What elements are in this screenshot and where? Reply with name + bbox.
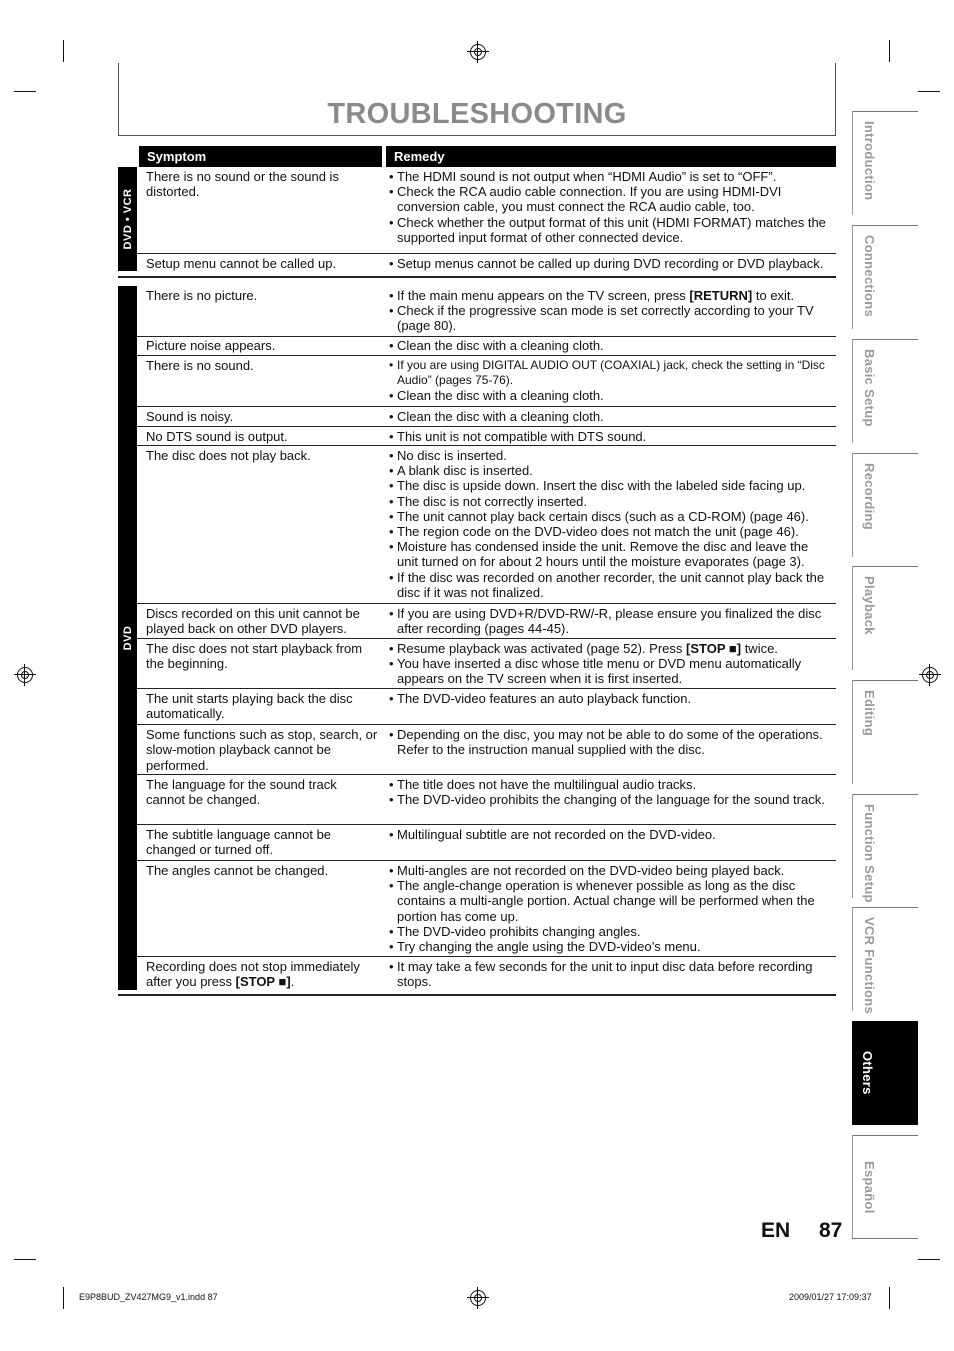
page-language: EN bbox=[761, 1219, 791, 1242]
tab-recording[interactable] bbox=[852, 453, 918, 557]
tab-editing[interactable] bbox=[852, 680, 918, 784]
remedy-item: • The region code on the DVD-video does not match the unit (page 46). bbox=[389, 524, 831, 539]
tab-label: Recording bbox=[862, 463, 877, 530]
symptom-cell: The angles cannot be changed. bbox=[146, 863, 329, 878]
table-row bbox=[137, 427, 836, 446]
table-row bbox=[137, 356, 836, 407]
remedy-item: • The disc is not correctly inserted. bbox=[389, 494, 831, 509]
crop-mark bbox=[63, 40, 64, 62]
crop-mark bbox=[918, 1259, 940, 1260]
tab-label: Basic Setup bbox=[862, 349, 877, 427]
header-remedy: Remedy bbox=[386, 146, 836, 167]
section-label-dvd: DVD bbox=[121, 625, 134, 651]
remedy-item: • If you are using DIGITAL AUDIO OUT (COAXIAL) jack, check the setting in “Disc Audio” (pages 75-76). bbox=[389, 358, 831, 388]
tab-playback[interactable] bbox=[852, 566, 918, 670]
remedy-item: • Clean the disc with a cleaning cloth. bbox=[389, 338, 831, 353]
table-row bbox=[137, 825, 836, 861]
remedy-item: • The DVD-video prohibits the changing of the language for the sound track. bbox=[389, 792, 831, 807]
symptom-cell: No DTS sound is output. bbox=[146, 429, 288, 444]
tab-label: Function Setup bbox=[862, 804, 877, 903]
symptom-cell: The disc does not start playback from the beginning. bbox=[146, 641, 363, 672]
section-label-dvd-vcr: DVD • VCR bbox=[121, 188, 134, 250]
registration-mark-icon bbox=[470, 1290, 486, 1306]
remedy-item: • If you are using DVD+R/DVD-RW/-R, please ensure you finalized the disc after recording (pages 44-45). bbox=[389, 606, 831, 636]
tab-connections[interactable] bbox=[852, 225, 918, 329]
symptom-cell: There is no sound. bbox=[146, 358, 254, 373]
tab-basic-setup[interactable] bbox=[852, 339, 918, 443]
footer-file-info: E9P8BUD_ZV427MG9_v1.indd 87 bbox=[79, 1292, 218, 1302]
table-row bbox=[118, 957, 836, 996]
crop-mark bbox=[14, 1259, 36, 1260]
table-row bbox=[137, 604, 836, 639]
remedy-item: • Multilingual subtitle are not recorded on the DVD-video. bbox=[389, 827, 831, 842]
remedy-item: • Clean the disc with a cleaning cloth. bbox=[389, 409, 831, 424]
tab-label: Español bbox=[862, 1161, 877, 1214]
remedy-item: • The title does not have the multilingual audio tracks. bbox=[389, 777, 831, 792]
remedy-item: • Setup menus cannot be called up during DVD recording or DVD playback. bbox=[389, 256, 831, 271]
tab-label: Editing bbox=[862, 690, 877, 737]
footer-timestamp: 2009/01/27 17:09:37 bbox=[789, 1292, 872, 1302]
symptom-cell: There is no sound or the sound is distorted. bbox=[146, 169, 339, 200]
symptom-cell: Recording does not stop immediately after you press [STOP ■]. bbox=[146, 959, 360, 990]
table-row bbox=[137, 689, 836, 725]
tab-label: Connections bbox=[862, 235, 877, 318]
remedy-item: • No disc is inserted. bbox=[389, 448, 831, 463]
remedy-item: • The DVD-video prohibits changing angles. bbox=[389, 924, 831, 939]
table-row bbox=[137, 336, 836, 356]
section-bar-dvd bbox=[118, 286, 137, 990]
registration-mark-icon bbox=[922, 667, 938, 683]
table-row bbox=[137, 407, 836, 427]
remedy-item: • Depending on the disc, you may not be able to do some of the operations. Refer to the instruction manual supplied with the disc. bbox=[389, 727, 831, 757]
remedy-item: • If the main menu appears on the TV screen, press [RETURN] to exit. bbox=[389, 288, 831, 303]
remedy-item: • Multi-angles are not recorded on the DVD-video being played back. bbox=[389, 863, 831, 878]
symptom-cell: The disc does not play back. bbox=[146, 448, 311, 463]
crop-mark bbox=[889, 1287, 890, 1309]
tab-label: Introduction bbox=[862, 121, 877, 201]
remedy-item: • This unit is not compatible with DTS sound. bbox=[389, 429, 831, 444]
symptom-cell: The unit starts playing back the disc automatically. bbox=[146, 691, 353, 722]
symptom-cell: There is no picture. bbox=[146, 288, 258, 303]
tab-function-setup[interactable] bbox=[852, 794, 918, 903]
table-row bbox=[137, 446, 836, 604]
table-row bbox=[118, 254, 836, 278]
symptom-cell: Sound is noisy. bbox=[146, 409, 234, 424]
tab-label: VCR Functions bbox=[862, 917, 877, 1015]
table-row bbox=[137, 639, 836, 689]
table-row bbox=[137, 775, 836, 825]
crop-mark bbox=[14, 91, 36, 92]
tab-bottom-line bbox=[852, 1238, 918, 1239]
table-row bbox=[137, 725, 836, 775]
symptom-cell: The language for the sound track cannot be changed. bbox=[146, 777, 337, 808]
crop-mark bbox=[889, 40, 890, 62]
remedy-item: • The DVD-video features an auto playback function. bbox=[389, 691, 831, 706]
table-row bbox=[137, 167, 836, 254]
remedy-item: • The unit cannot play back certain discs (such as a CD-ROM) (page 46). bbox=[389, 509, 831, 524]
remedy-item: • The angle-change operation is whenever possible as long as the disc contains a multi-angle portion. Actual change will be performed when the portion has come up. bbox=[389, 878, 831, 924]
remedy-item: • Clean the disc with a cleaning cloth. bbox=[389, 388, 831, 403]
crop-mark bbox=[63, 1287, 64, 1309]
crop-mark bbox=[918, 91, 940, 92]
tab-vcr-functions[interactable] bbox=[852, 907, 918, 1015]
symptom-cell: Discs recorded on this unit cannot be played back on other DVD players. bbox=[146, 606, 360, 637]
table-row bbox=[137, 861, 836, 957]
remedy-item: • Try changing the angle using the DVD-video’s menu. bbox=[389, 939, 831, 954]
registration-mark-icon bbox=[17, 667, 33, 683]
symptom-cell: Some functions such as stop, search, or slow-motion playback cannot be performed. bbox=[146, 727, 378, 773]
remedy-item: • The HDMI sound is not output when “HDMI Audio” is set to “OFF”. bbox=[389, 169, 831, 184]
remedy-item: • Check the RCA audio cable connection. If you are using HDMI-DVI conversion cable, you must connect the RCA audio cable, too. bbox=[389, 184, 831, 214]
remedy-item: • Resume playback was activated (page 52). Press [STOP ■] twice. bbox=[389, 641, 831, 656]
remedy-item: • Check whether the output format of this unit (HDMI FORMAT) matches the supported input format of other connected device. bbox=[389, 215, 831, 245]
tab-label: Playback bbox=[862, 576, 877, 635]
remedy-item: • It may take a few seconds for the unit to input disc data before recording stops. bbox=[389, 959, 831, 989]
tab-label: Others bbox=[860, 1051, 875, 1095]
tab-others[interactable] bbox=[852, 1021, 918, 1125]
remedy-item: • The disc is upside down. Insert the disc with the labeled side facing up. bbox=[389, 478, 831, 493]
remedy-item: • Check if the progressive scan mode is set correctly according to your TV (page 80). bbox=[389, 303, 831, 333]
tab-introduction[interactable] bbox=[852, 111, 918, 215]
header-symptom: Symptom bbox=[139, 146, 382, 167]
page-title: TROUBLESHOOTING bbox=[327, 98, 627, 130]
symptom-cell: Setup menu cannot be called up. bbox=[146, 256, 337, 271]
symptom-cell: Picture noise appears. bbox=[146, 338, 276, 353]
remedy-item: • A blank disc is inserted. bbox=[389, 463, 831, 478]
registration-mark-icon bbox=[470, 44, 486, 60]
remedy-item: • Moisture has condensed inside the unit. Remove the disc and leave the unit turned on for about 2 hours until the moisture evaporates (page 3). bbox=[389, 539, 831, 569]
remedy-item: • If the disc was recorded on another recorder, the unit cannot play back the disc if it was not finalized. bbox=[389, 570, 831, 600]
table-row bbox=[137, 286, 836, 337]
symptom-cell: The subtitle language cannot be changed or turned off. bbox=[146, 827, 332, 858]
remedy-item: • You have inserted a disc whose title menu or DVD menu automatically appears on the TV screen when it is first inserted. bbox=[389, 656, 831, 686]
page-number: 87 bbox=[819, 1219, 843, 1242]
tab-espanol[interactable] bbox=[852, 1135, 918, 1239]
